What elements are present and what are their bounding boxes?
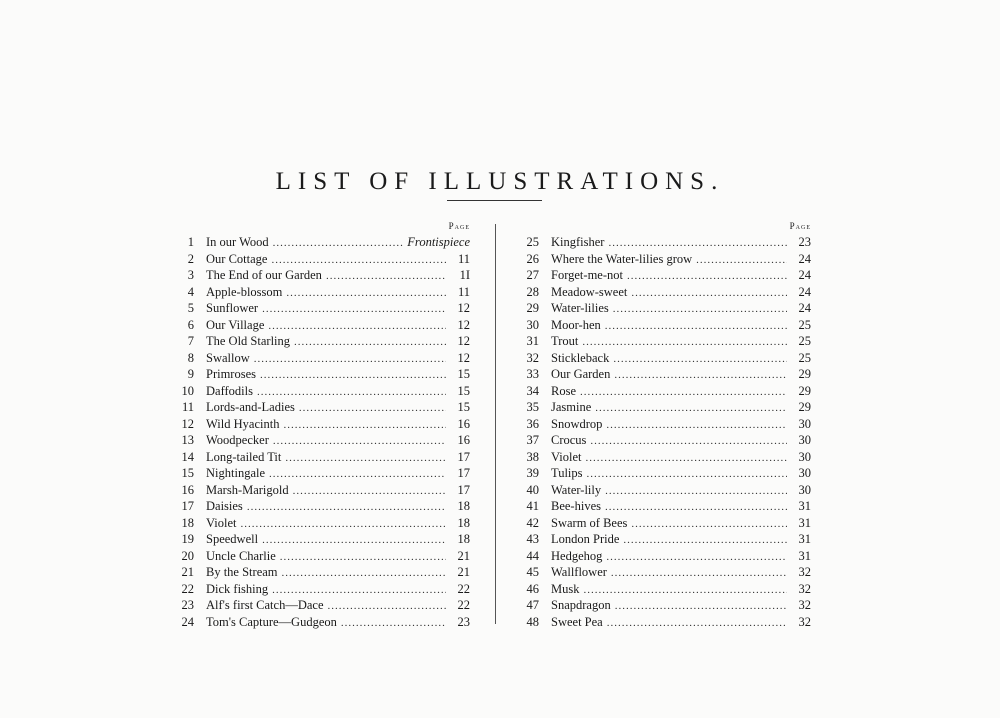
dot-leader (627, 268, 787, 285)
list-item (505, 416, 811, 433)
illustration-number: 5 (187, 301, 194, 315)
illustration-number: 10 (181, 383, 194, 398)
illustration-number: 34 (526, 383, 539, 398)
illustration-number: 45 (526, 565, 539, 579)
illustration-title: Jasmine (551, 400, 592, 414)
list-item (160, 498, 470, 515)
page-number: 25 (798, 350, 811, 365)
illustration-title: Forget-me-not (551, 268, 623, 282)
page-title: LIST OF ILLUSTRATIONS. (275, 167, 725, 195)
page-number: 31 (798, 515, 811, 530)
page-number: 21 (457, 548, 470, 563)
illustration-number: 14 (181, 449, 194, 464)
dot-leader (607, 615, 787, 632)
dot-leader (605, 318, 787, 335)
illustration-number: 29 (526, 301, 539, 315)
illustration-number: 28 (526, 284, 539, 299)
dot-leader (605, 499, 787, 516)
list-item (160, 531, 470, 548)
list-item (160, 432, 470, 449)
illustration-number: 25 (526, 235, 539, 249)
page-number: 24 (798, 301, 811, 315)
list-item (160, 267, 470, 284)
illustration-number: 36 (526, 416, 539, 431)
illustration-title: Primroses (206, 367, 256, 381)
illustration-title: In our Wood (206, 235, 269, 249)
illustration-title: Water-lily (551, 482, 602, 497)
dot-leader (241, 516, 447, 533)
page-number: 12 (457, 317, 470, 332)
page-number: 30 (798, 433, 811, 447)
illustration-number: 33 (526, 367, 539, 381)
dot-leader (280, 549, 446, 566)
dot-leader (590, 433, 787, 450)
illustration-title: Long-tailed Tit (206, 449, 282, 464)
dot-leader (257, 384, 446, 401)
illustration-number: 22 (181, 581, 194, 596)
illustration-title: Swallow (206, 350, 250, 365)
page-number: 15 (457, 400, 470, 414)
illustration-number: 41 (526, 499, 539, 513)
page-number: 32 (798, 614, 811, 629)
illustration-title: Meadow-sweet (551, 284, 628, 299)
dot-leader (606, 549, 787, 566)
illustration-number: 27 (526, 268, 539, 282)
list-item (160, 366, 470, 383)
list-item (505, 284, 811, 301)
dot-leader (605, 483, 787, 500)
illustration-title: Crocus (551, 433, 587, 447)
list-item (160, 482, 470, 499)
page-number: 22 (457, 598, 470, 612)
dot-leader (247, 499, 446, 516)
dot-leader (283, 417, 446, 434)
dot-leader (611, 565, 787, 582)
list-item (505, 432, 811, 449)
illustration-number: 31 (526, 334, 539, 348)
illustration-title: Moor-hen (551, 317, 601, 332)
illustration-title: Sweet Pea (551, 614, 603, 629)
dot-leader (586, 450, 788, 467)
list-item (160, 597, 470, 614)
list-item (505, 317, 811, 334)
list-item (160, 465, 470, 482)
list-item (160, 317, 470, 334)
illustration-title: Apple-blossom (206, 284, 283, 299)
illustration-title: Daffodils (206, 383, 253, 398)
illustration-title: Water-lilies (551, 301, 609, 315)
list-item (160, 399, 470, 416)
dot-leader (582, 334, 787, 351)
page-number: 24 (798, 251, 811, 266)
list-item (505, 383, 811, 400)
page-column-header: Page (448, 221, 470, 231)
dot-leader (613, 301, 787, 318)
dot-leader (293, 483, 446, 500)
illustration-title: Trout (551, 334, 579, 348)
page-number: 17 (457, 482, 470, 497)
dot-leader (608, 235, 787, 252)
list-item (505, 498, 811, 515)
illustration-title: The End of our Garden (206, 268, 322, 282)
illustration-number: 24 (181, 614, 194, 629)
dot-leader (595, 400, 787, 417)
illustration-title: Our Village (206, 317, 265, 332)
illustration-number: 38 (526, 449, 539, 464)
page-number: 24 (798, 284, 811, 299)
illustration-title: Wallflower (551, 565, 607, 579)
list-item (505, 515, 811, 532)
illustration-number: 18 (181, 515, 194, 530)
list-item (505, 399, 811, 416)
list-item (160, 234, 470, 251)
illustration-title: Violet (551, 449, 582, 464)
list-item (160, 350, 470, 367)
illustration-title: Lords-and-Ladies (206, 400, 295, 414)
column-divider (495, 224, 496, 624)
dot-leader (613, 351, 787, 368)
illustration-title: Uncle Charlie (206, 548, 276, 563)
illustration-title: Woodpecker (206, 433, 269, 447)
list-item (505, 267, 811, 284)
dot-leader (326, 268, 446, 285)
illustration-title: Daisies (206, 499, 243, 513)
illustration-number: 30 (526, 317, 539, 332)
list-item (505, 350, 811, 367)
list-item (160, 383, 470, 400)
illustrations-list-left (160, 219, 470, 630)
illustration-number: 42 (526, 515, 539, 530)
list-item (160, 300, 470, 317)
list-item (505, 449, 811, 466)
list-item (505, 597, 811, 614)
dot-leader (273, 433, 446, 450)
list-item (160, 564, 470, 581)
illustration-title: Musk (551, 581, 580, 596)
list-item (505, 333, 811, 350)
page-number: 12 (457, 301, 470, 315)
page-number: 31 (798, 548, 811, 563)
list-item (505, 614, 811, 631)
page-number: 30 (798, 449, 811, 464)
page-number: 24 (798, 268, 811, 282)
illustration-number: 32 (526, 350, 539, 365)
illustration-title: Violet (206, 515, 237, 530)
list-item (505, 465, 811, 482)
list-item (160, 333, 470, 350)
page-column-header: Page (789, 221, 811, 231)
illustration-title: Snowdrop (551, 416, 603, 431)
illustration-title: Where the Water-lilies grow (551, 251, 693, 266)
illustration-title: Alf's first Catch—Dace (206, 598, 324, 612)
dot-leader (282, 565, 446, 582)
page-number: 12 (457, 334, 470, 348)
list-item (505, 482, 811, 499)
illustration-title: Tom's Capture—Gudgeon (206, 614, 337, 629)
page-number: 17 (457, 449, 470, 464)
illustration-title: Stickleback (551, 350, 610, 365)
illustration-number: 3 (187, 268, 194, 282)
illustration-number: 35 (526, 400, 539, 414)
dot-leader (285, 450, 446, 467)
illustration-number: 7 (187, 334, 194, 348)
illustration-number: 26 (526, 251, 539, 266)
list-item (505, 251, 811, 268)
page-number: 15 (457, 383, 470, 398)
list-item (505, 234, 811, 251)
page-number: 22 (457, 581, 470, 596)
page-number: 21 (457, 565, 470, 579)
illustration-number: 40 (526, 482, 539, 497)
dot-leader (286, 285, 446, 302)
list-item (160, 449, 470, 466)
dot-leader (631, 285, 787, 302)
illustration-title: Marsh-Marigold (206, 482, 289, 497)
illustration-title: Speedwell (206, 532, 259, 546)
page-number: 32 (798, 598, 811, 612)
illustration-number: 17 (181, 499, 194, 513)
page-number: 16 (457, 416, 470, 431)
illustration-title: Kingfisher (551, 235, 605, 249)
dot-leader (614, 367, 787, 384)
page-number: 12 (457, 350, 470, 365)
dot-leader (587, 466, 787, 483)
illustration-title: Nightingale (206, 466, 266, 480)
illustration-number: 6 (187, 317, 194, 332)
illustration-number: 47 (526, 598, 539, 612)
list-item (160, 416, 470, 433)
dot-leader (299, 400, 446, 417)
illustration-number: 12 (181, 416, 194, 431)
list-item (505, 531, 811, 548)
dot-leader (341, 615, 446, 632)
illustration-number: 48 (526, 614, 539, 629)
page-number: Frontispiece (407, 235, 470, 249)
page-number: 31 (798, 499, 811, 513)
page-number: 25 (798, 317, 811, 332)
page-number: 17 (457, 466, 470, 480)
list-item (160, 515, 470, 532)
dot-leader (615, 598, 787, 615)
illustration-number: 39 (526, 466, 539, 480)
dot-leader (623, 532, 787, 549)
dot-leader (262, 532, 446, 549)
illustration-number: 21 (181, 565, 194, 579)
page-number: 1I (459, 268, 470, 282)
dot-leader (254, 351, 446, 368)
page-number: 29 (798, 383, 811, 398)
illustration-number: 46 (526, 581, 539, 596)
illustration-title: London Pride (551, 532, 620, 546)
illustration-title: Hedgehog (551, 548, 603, 563)
illustration-number: 20 (181, 548, 194, 563)
illustration-number: 43 (526, 532, 539, 546)
illustration-title: Sunflower (206, 301, 259, 315)
page-number: 25 (798, 334, 811, 348)
list-item (160, 284, 470, 301)
page-number: 30 (798, 466, 811, 480)
illustration-number: 23 (181, 598, 194, 612)
list-item (160, 581, 470, 598)
page-number: 30 (798, 416, 811, 431)
page-number: 23 (457, 614, 470, 629)
page-number: 32 (798, 581, 811, 596)
list-item (160, 251, 470, 268)
illustration-title: Rose (551, 383, 576, 398)
dot-leader (328, 598, 447, 615)
illustration-number: 13 (181, 433, 194, 447)
illustration-title: Swarm of Bees (551, 515, 628, 530)
list-item (505, 581, 811, 598)
list-item (505, 366, 811, 383)
list-item (160, 614, 470, 631)
illustration-number: 15 (181, 466, 194, 480)
dot-leader (606, 417, 787, 434)
illustration-number: 16 (181, 482, 194, 497)
dot-leader (272, 582, 446, 599)
illustration-number: 1 (187, 235, 194, 249)
illustration-number: 4 (187, 284, 194, 299)
list-item (505, 564, 811, 581)
dot-leader (631, 516, 787, 533)
illustration-title: By the Stream (206, 565, 278, 579)
illustration-title: Tulips (551, 466, 583, 480)
page-number: 31 (798, 532, 811, 546)
illustration-number: 11 (181, 400, 194, 414)
page-number: 18 (457, 532, 470, 546)
page-number: 29 (798, 367, 811, 381)
page-number: 23 (798, 235, 811, 249)
illustration-title: Bee-hives (551, 499, 601, 513)
illustration-title: Our Garden (551, 367, 611, 381)
dot-leader (294, 334, 446, 351)
illustration-number: 37 (526, 433, 539, 447)
dot-leader (583, 582, 787, 599)
page-number: 32 (798, 565, 811, 579)
illustration-title: Snapdragon (551, 598, 611, 612)
title-rule (447, 200, 542, 201)
illustration-number: 9 (187, 367, 194, 381)
list-item (505, 300, 811, 317)
dot-leader (273, 235, 404, 252)
illustration-number: 8 (187, 350, 194, 365)
dot-leader (262, 301, 446, 318)
illustration-number: 2 (187, 251, 194, 266)
illustration-title: Our Cottage (206, 251, 268, 266)
page-number: 30 (798, 482, 811, 497)
dot-leader (696, 252, 787, 269)
page-number: 11 (457, 251, 470, 266)
illustration-title: Dick fishing (206, 581, 269, 596)
illustrations-list-right (505, 219, 811, 630)
dot-leader (269, 466, 446, 483)
illustration-title: Wild Hyacinth (206, 416, 280, 431)
illustration-title: The Old Starling (206, 334, 291, 348)
page-number: 18 (457, 499, 470, 513)
list-item (160, 548, 470, 565)
dot-leader (260, 367, 446, 384)
page-number: 16 (457, 433, 470, 447)
page-number: 18 (457, 515, 470, 530)
dot-leader (271, 252, 446, 269)
dot-leader (580, 384, 787, 401)
page-number: 11 (457, 284, 470, 299)
list-item (505, 548, 811, 565)
page-number: 29 (798, 400, 811, 414)
illustration-number: 19 (181, 532, 194, 546)
page-number: 15 (457, 367, 470, 381)
dot-leader (268, 318, 446, 335)
illustration-number: 44 (526, 548, 539, 563)
